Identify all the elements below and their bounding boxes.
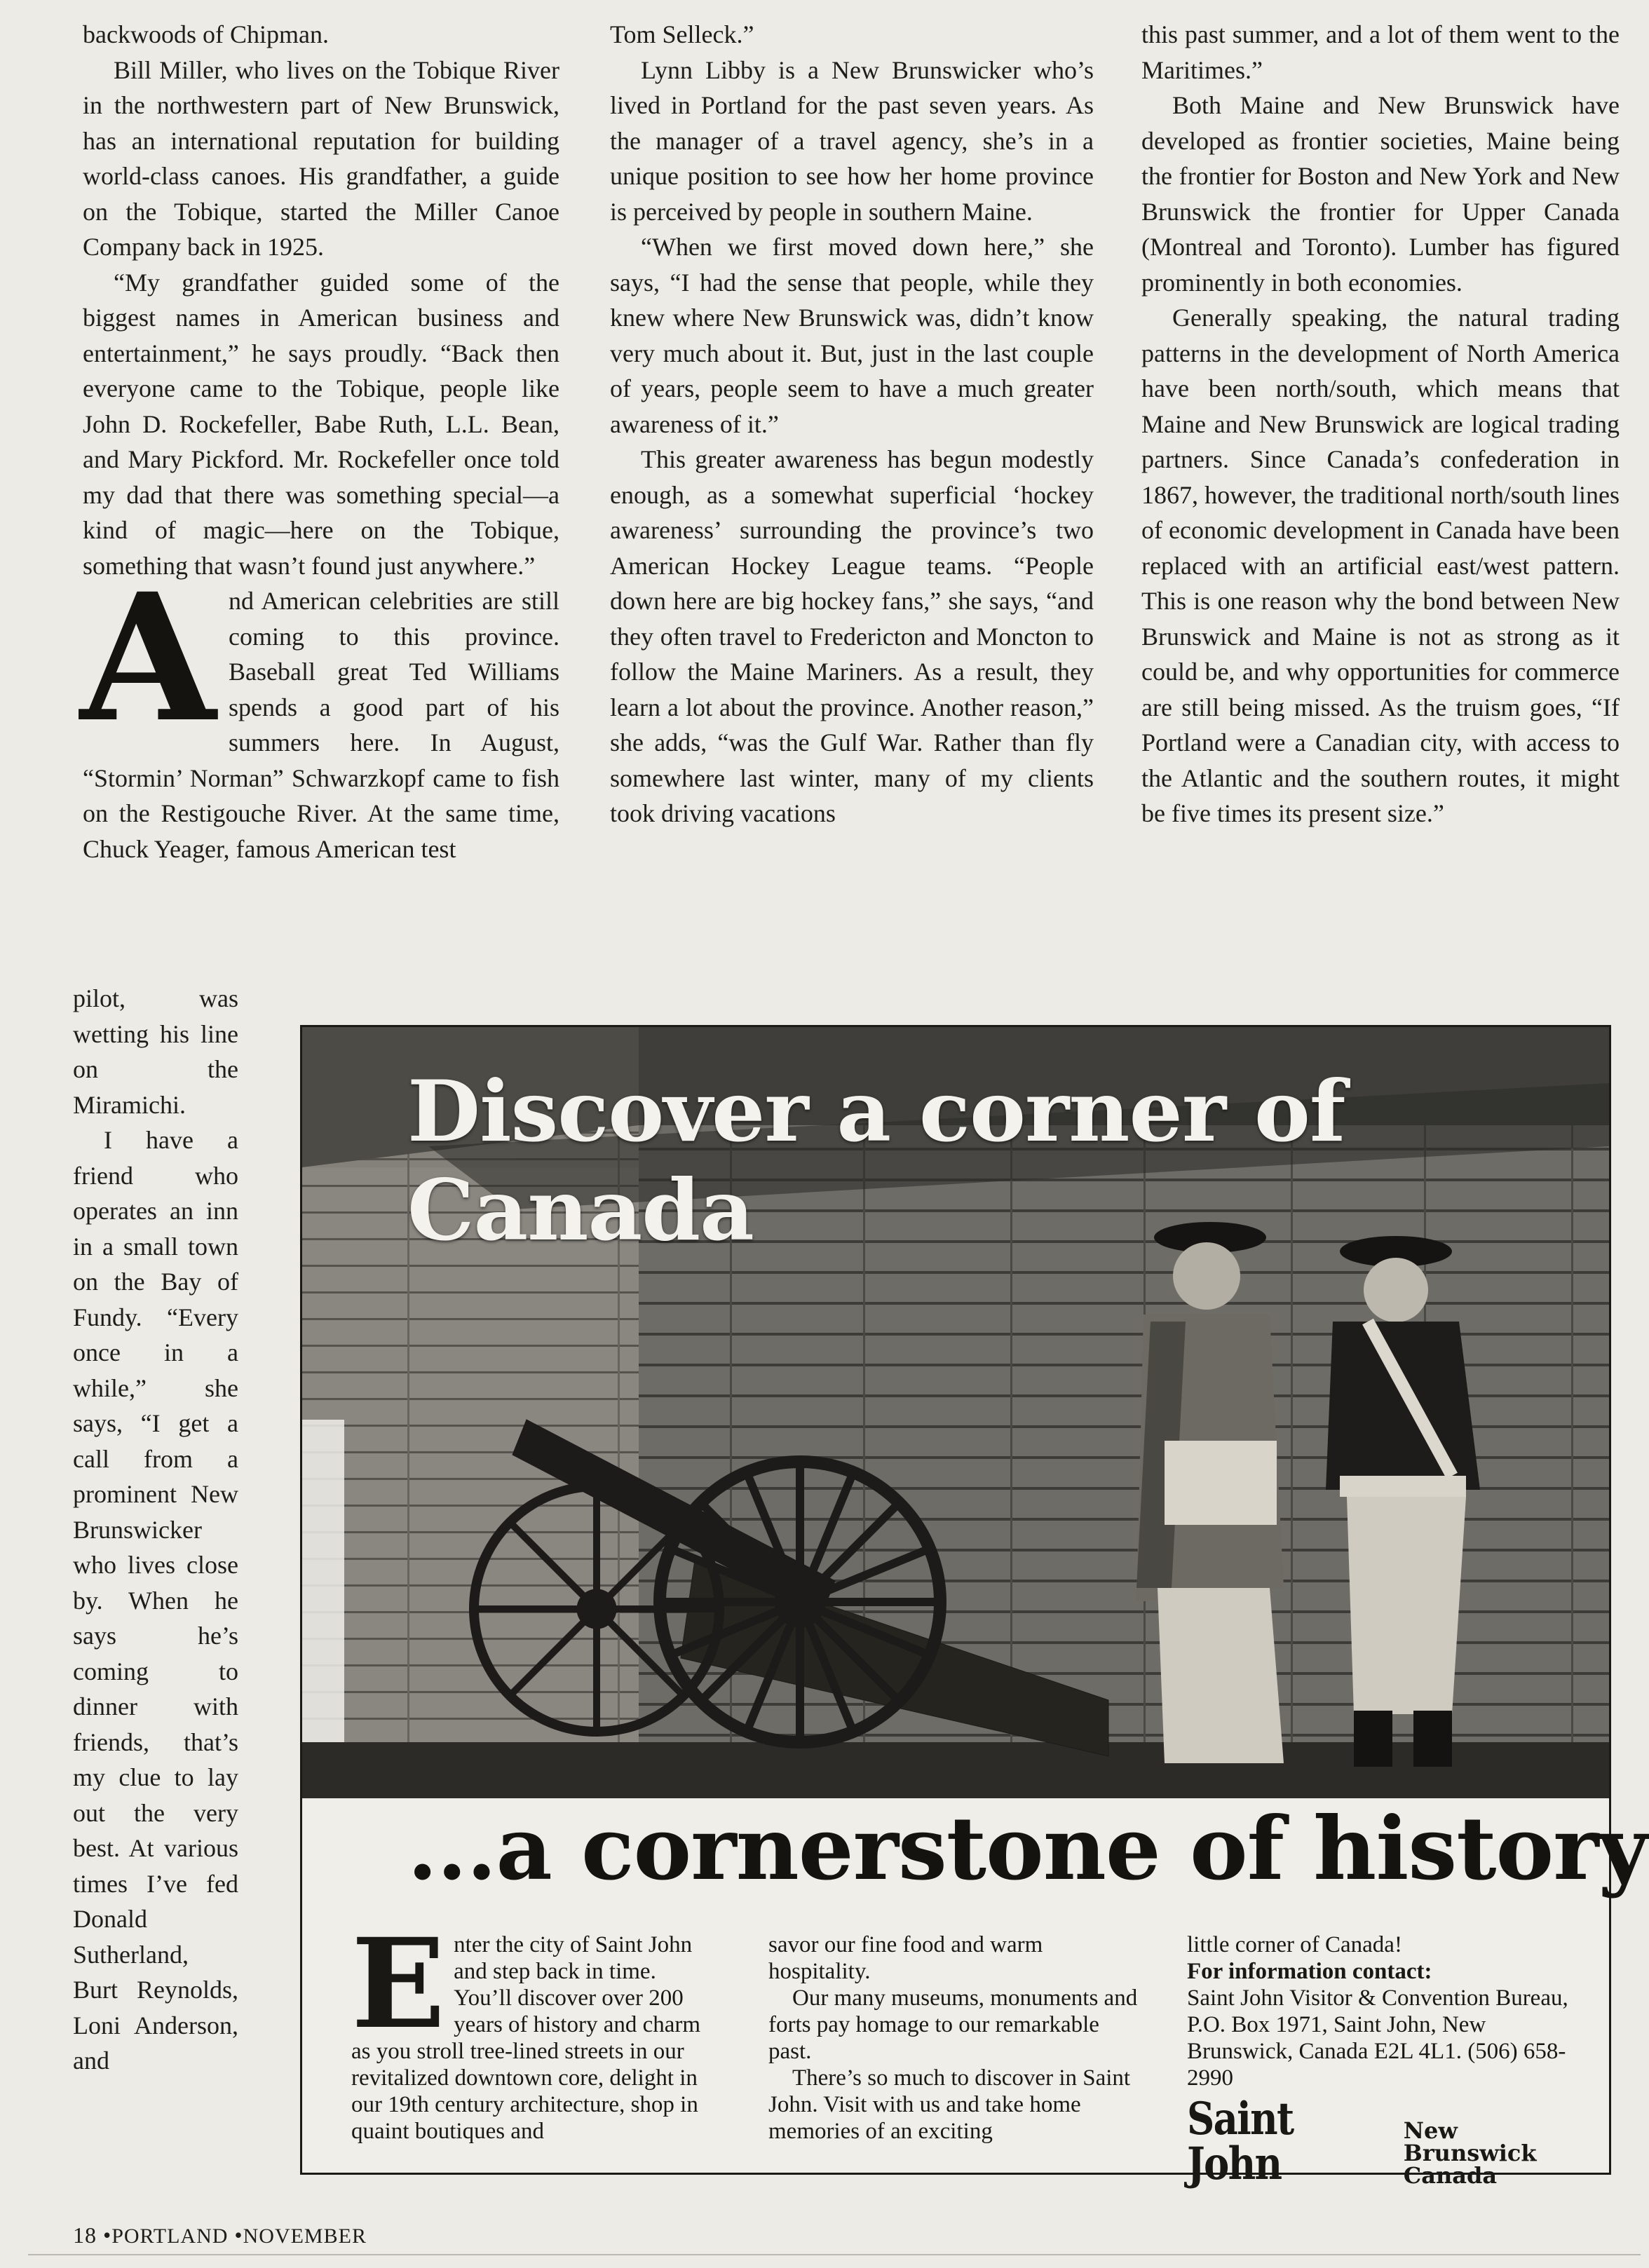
article-paragraph: Both Maine and New Brunswick have developed as frontier societies, Maine being the frontier for Boston and New York and New Brunswick the frontier for Upper Canada (Montreal and Toronto). Lumber has figured prominently in both economies. (1141, 91, 1620, 297)
logo-subtitle-line1: New Brunswick (1403, 2117, 1537, 2166)
ad-paragraph (351, 1911, 716, 2145)
contact-address: Saint John Visitor & Convention Bureau, P.O. Box 1971, Saint John, New Brunswick, Canada E2L 4L1. (506) 658-2990 (1187, 1985, 1568, 2091)
article-paragraph: this past summer, and a lot of them went to the Maritimes.” (1141, 20, 1620, 84)
article-paragraph: This greater awareness has begun modestly enough, as a somewhat superficial ‘hockey awareness’ surrounding the province’s two American Hockey League teams. “People down here are big hockey fans,” she says, “and they often travel to Fredericton and Moncton to follow the Maine Mariners. As a result, they learn a lot about the province. Another reason,” she adds, “was the Gulf War. Rather than fly somewhere last winter, many of my clients took driving vacations (610, 445, 1094, 827)
footer-separator: • (103, 2222, 112, 2248)
footer-separator: • (234, 2222, 243, 2248)
ad-paragraph: Our many museums, monuments and forts pay homage to our remarkable past. (768, 1985, 1138, 2064)
article-paragraph: Generally speaking, the natural trading patterns in the development of North America have been north/south, which means that Maine and New Brunswick are logical trading partners. Since Canada’s confederation in 1867, however, the traditional north/south lines of economic development in Canada have been replaced with an artificial east/west pattern. This is one reason why the bond between New Brunswick and Maine is not as strong as it could be, and why opportunities for commerce are still being missed. As the truism goes, “If Portland were a Canadian city, with access to the Atlantic and the southern routes, it might be five times its present size.” (1141, 304, 1620, 827)
issue-month: NOVEMBER (243, 2225, 367, 2248)
page-number: 18 (73, 2222, 97, 2248)
logo-subtitle (1404, 2119, 1587, 2187)
ad-paragraph-text: nter the city of Saint John and step back in time. You’ll discover over 200 years of history and charm as you stroll tree-lined streets in our revitalized downtown core, delight in our 19th century architecture, shop in quaint boutiques and (351, 1932, 701, 2144)
article-column-narrow (73, 981, 238, 2079)
contact-label: For information contact: (1187, 1959, 1432, 1984)
advertisement (300, 1025, 1648, 2190)
article-paragraph: “My grandfather guided some of the biggest names in American business and entertainment,” he says proudly. “Back then everyone came to the Tobique, people like John D. Rockefeller, Babe Ruth, L.L. Bean, and Mary Pickford. Mr. Rockefeller once told my dad that there was something special—a kind of magic—here on the Tobique, something that wasn’t found just anywhere.” (83, 268, 559, 580)
article-paragraph: Lynn Libby is a New Brunswicker who’s lived in Portland for the past seven years. As the manager of a travel agency, she’s in a unique position to see how her home province is perceived by people in southern Maine. (610, 55, 1094, 226)
saint-john-logo (1187, 2093, 1587, 2190)
article-column-2 (610, 17, 1094, 831)
article-paragraph: Bill Miller, who lives on the Tobique River in the northwestern part of New Brunswick, has an international reputation for building world-class canoes. His grandfather, a guide on the Tobique, started the Miller Canoe Company back in 1925. (83, 55, 559, 261)
logo-subtitle-line2: Canada (1403, 2162, 1498, 2189)
article-paragraph: I have a friend who operates an inn in a small town on the Bay of Fundy. “Every once in a while,” she says, “I get a call from a prominent New Brunswicker who lives close by. When he says he’s coming to dinner with friends, that’s my clue to lay out the very best. At various times I’ve fed Donald Sutherland, Burt Reynolds, Loni Anderson, and (73, 1126, 238, 2075)
page-footer (73, 2222, 367, 2248)
ad-paragraph: There’s so much to discover in Saint John. Visit with us and take home memories of an exciting (768, 2065, 1131, 2144)
article-column-1 (80, 17, 559, 867)
ad-headline: Discover a corner of Canada (407, 1062, 1345, 1260)
article-paragraph-dropcap (80, 555, 559, 867)
drop-cap: A (80, 555, 216, 761)
article-column-3 (1141, 17, 1620, 831)
article-paragraph: “When we first moved down here,” she says, “I had the sense that people, while they knew where New Brunswick was, didn’t know very much about it. But, just in the last couple of years, people seem to have a much greater awareness of it.” (610, 233, 1094, 438)
article-paragraph: Tom Selleck.” (610, 20, 754, 48)
ad-subheadline: ...a cornerstone of history (407, 1798, 1648, 1900)
ad-column-2 (768, 1931, 1140, 2145)
article-paragraph: backwoods of Chipman. (83, 20, 329, 48)
ad-paragraph: little corner of Canada! (1187, 1932, 1402, 1957)
dropcap-paragraph-text: nd American celebrities are still coming to this province. Baseball great Ted Williams spends a good part of his summers here. In August, “Stormin’ Norman” Schwarzkopf came to fish on the Restigouche River. At the same time, Chuck Yeager, famous American test (83, 587, 559, 863)
footer-rule (28, 2254, 1641, 2255)
ad-paragraph: savor our fine food and warm hospitality. (768, 1932, 1043, 1984)
article-paragraph: pilot, was wetting his line on the Miramichi. (73, 984, 238, 1119)
magazine-name: PORTLAND (111, 2225, 229, 2248)
ad-column-3 (1187, 1931, 1587, 2190)
ad-column-1 (351, 1911, 716, 2145)
ad-drop-cap: E (351, 1911, 446, 2056)
logo-wordmark: Saint John (1187, 2093, 1294, 2190)
fort-photo (302, 1027, 1609, 1798)
